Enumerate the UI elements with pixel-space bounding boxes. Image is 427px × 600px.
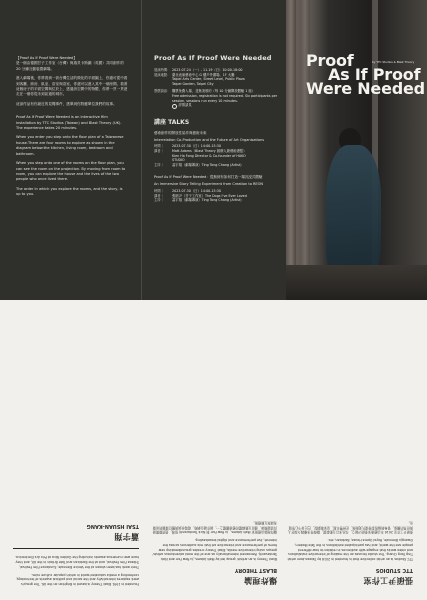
tsai-paragraph-2: Their work has been shown at the Venice Biennale, Sundance Film Festival, Tribeca Film Festival, and at the Barbican and Tate Britain in the UK, and they have won numerous awards including the Golden Nica at Prix Ars Electronica. <box>15 555 139 569</box>
tsai-heading-en: TSAI HSUAN-KANG <box>86 522 139 529</box>
cover-photo-panel <box>286 0 427 300</box>
tsai-heading-zh: 蕭宇翔 <box>114 531 139 541</box>
flipped-content <box>0 300 427 600</box>
intro-zh-title: 【Proof As If Proof Were Needed】 <box>16 56 77 60</box>
intro-zh-paragraph-3: 這部作品有你最近的見聞事件，透單到你對應單位我們的故事。 <box>16 101 117 106</box>
info-row: Taipei Garden, Taipei City <box>172 81 214 86</box>
info-row: 展演地點： 臺北表演藝術中心 G 樓戶外廣場、1F 大廳 <box>154 72 235 77</box>
info-row: 票價資訊： 購票免費入場、並無須預約（每 10 分鐘開放體驗 1 組） <box>154 89 256 94</box>
talk-1-title-zh: 藝術創作的開放性協作與藝術未來 <box>154 130 207 135</box>
ttc-paragraph-en: TTC Studios is an artist collective that is founded in 2016 by Taiwan-born artist Ting Tong Chang. The studio focuses on the making of interactive installations and video works that engage with audiences in relation to how different people see the world, and has participated exhibitions in the Tate Modern, Gwangju Biennale, Royal Opera House, Barbican, etc. <box>287 538 413 561</box>
blast-heading-zh: 爆炸理論 <box>243 576 277 585</box>
cover-byline: by TTC Studios & Blast Theory <box>372 60 415 64</box>
talk-2-title-zh: Proof As If Proof Were Needed：從無到有如何打造一場沉浸式體驗 <box>154 175 263 180</box>
intro-en-paragraph-4: The order in which you explore the rooms, and the story, is up to you. <box>16 186 123 197</box>
person-figure-shape <box>326 145 381 275</box>
talk-row: 時間｜ 2023.07.30（日）14:00-15:30 <box>154 144 221 149</box>
curtain-shape <box>286 0 296 300</box>
info-title: Proof As If Proof Were Needed <box>154 54 272 62</box>
details-link[interactable]: 詳情請見 <box>178 103 192 108</box>
blast-heading-en: BLAST THEORY <box>234 567 277 573</box>
blast-paragraph-en: Blast Theory is an artists' group led by Matt Adams, Ju Row Farr and Nick Tandavanitj. Renowned internationally as one of the most adventurous artists' groups using interactive media, Blast Theory creates groundbreaking new forms of performance and interactive art that mix audiences across the internet, live performance and digital broadcasting. <box>152 538 277 561</box>
curtain-shape <box>300 0 310 300</box>
talk-row: Kien Ha Fong Director & Co-founder of HAKO <box>172 153 246 158</box>
talk-2-title-en: An Immersive Story Telling Experiment from Creation to REON <box>154 182 263 187</box>
intro-zh-paragraph-2: 進入劇場後，你將看到一套台灣生活的微化的平面圖上，你還可從中看到客廳、廚房、臥室、浴室與浴室，你還可以進入其中一個房間。看著這個房子的平面空間與位於上，透過該空間中的物體，你將一頁一頁遊走在一個你從未到訪過的城市。 <box>16 76 128 97</box>
intro-en-paragraph-2: When you enter you step onto the floor plan of a Taiwanese house.There are four rooms to explore as shown in the diagram below:the kitchen, living room, bedroom and bathroom. <box>16 135 124 156</box>
ttc-studios-column <box>287 517 413 586</box>
cover-title: Proof As If Proof Were Needed <box>306 51 425 98</box>
ttc-heading-zh: 張碩尹工作室 <box>363 576 413 585</box>
info-circle-icon <box>172 104 177 109</box>
divider <box>13 548 139 549</box>
info-row: 展演時間： 2023.07.24（一）- 11.19（日）10:00-18:00 <box>154 68 243 72</box>
talk-row: 講者｜ Matt Adams（Blast Theory 創辦人兼藝術總監） <box>154 148 247 153</box>
talk-row: 時間｜ 2023.07.30（日）14:00-15:30 <box>154 188 221 193</box>
tsai-column <box>13 517 139 586</box>
talk-row: 主持｜ 蕭宇翔（劇場導演）Ting Tong Chang (Artist) <box>154 162 242 167</box>
intro-en-paragraph-3: When you step onto one of the rooms on the floor plan, you can see the room on the projection. By moving from room to room, you can explore the house and the lives of the two people who once lived there. <box>16 161 126 182</box>
back-panels <box>0 300 427 600</box>
ttc-paragraph-zh: 張碩尹工作室 2016 年由藝術家張碩尹創立，作品多以互動裝置、錄像等多種媒介探討人與世界的關係，曾參與倫敦泰特現代美術館、光州雙年展、皇家歌劇院、巴比肯中心等展出。 <box>288 521 413 535</box>
intro-en-paragraph-1: Proof As If Proof Were Needed is an interactive film installation by TTC Studios (Taiwan) and Blast Theory (UK). The experience takes 20 minutes. <box>16 115 122 131</box>
talk-row: 主持｜ 蕭宇翔（劇場導演）Ting Tong Chang (Artist) <box>154 198 242 203</box>
intro-panel <box>0 0 141 300</box>
tsai-paragraph-1: Founded in 1991 Blast Theory is based in Brighton on the UK. The group's work explores interactivity and the social and political aspects of technology, confronting a media saturated world in which popular culture rules. <box>15 572 139 586</box>
ttc-heading-en: TTC STUDIOS <box>375 567 413 573</box>
floor-shape <box>286 265 427 300</box>
talk-row: 講者｜ 張碩尹（甘子工作室）The Dogs I've Ever Loved <box>154 193 247 198</box>
info-row: Free admission, registration is not required. Six participants per session, sessions run every 10 minutes. <box>172 93 278 103</box>
info-panel <box>141 0 287 300</box>
talk-row: STUDIO <box>172 158 185 163</box>
info-row: Taipei Arts Center, Street Level, Public Plaza <box>172 77 245 82</box>
talk-1-title-en: Interrelation Co-Production and the Future of Art Organisations <box>154 137 265 142</box>
info-row <box>154 103 280 109</box>
blast-paragraph-zh: 爆炸理論由藝術家 Matt Adams、Ju Row Farr 與 Nick Tandavanitj 領導，是國際間最具冒險精神、運用互動媒體的藝術團體之一，創作融合網路、現場表演與數位廣播的前衛表演與互動藝術。 <box>152 521 277 535</box>
intro-zh-paragraph-1: 是一個由德國甘子工作室（台灣）與瑞貝卡斯圖（英國）共同創作的 20 分鐘互動裝置劇場。 <box>16 61 124 71</box>
blast-theory-column <box>151 517 277 586</box>
talks-heading: 講座 TALKS <box>154 118 190 126</box>
